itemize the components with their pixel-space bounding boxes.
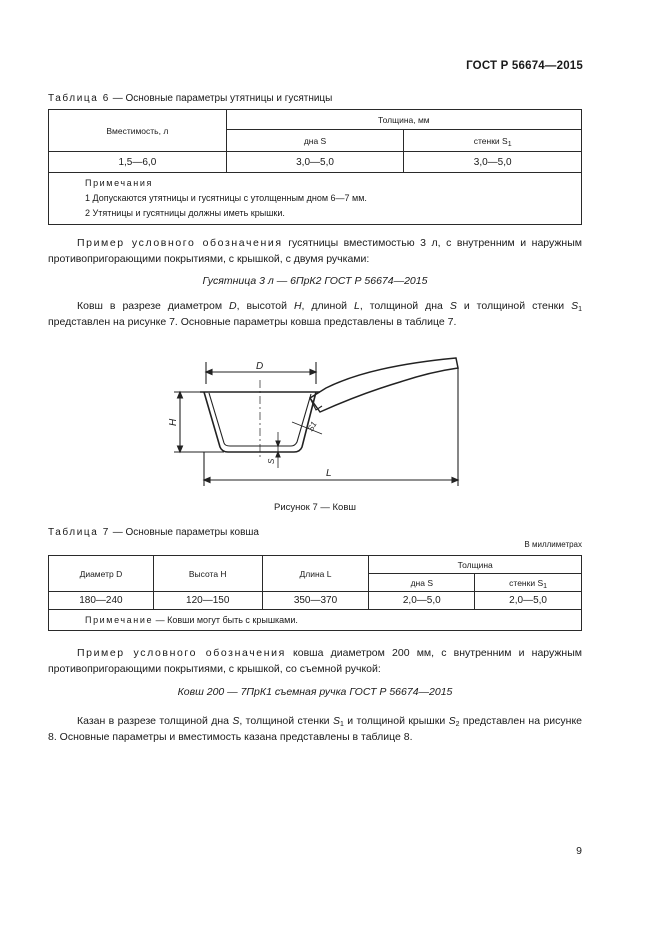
paragraph-example-1: [48, 235, 582, 267]
table6-caption: [48, 93, 332, 104]
label-l: L: [326, 468, 332, 479]
table7-caption: [48, 527, 259, 538]
document-id: ГОСТ Р 56674—2015: [466, 60, 583, 72]
designation-1: Гусятница 3 л — 6ПрК2 ГОСТ Р 56674—2015: [202, 275, 428, 287]
p4-text-2: , толщиной стенки: [239, 715, 333, 727]
table6-wall-value: 3,0—5,0: [404, 152, 582, 173]
p2-symbol-s: S: [449, 300, 457, 312]
table7-caption-text: — Основные параметры ковша: [109, 527, 259, 538]
paragraph-example-2: [48, 645, 582, 677]
table7-note-label: Примечание: [85, 614, 154, 625]
table6-sub-wall-text: стенки S: [473, 135, 508, 146]
p4-text-4: представлен на рисунке 8. Основные параметры и вместимость казана представлены в таблице 8.: [48, 715, 582, 743]
table6-col-thickness: Толщина, мм: [226, 110, 581, 130]
table7-sub-bottom: [369, 574, 475, 592]
table7-caption-label: Таблица 7: [48, 527, 110, 538]
p4-symbol-s2-index: 2: [455, 721, 460, 728]
table6-sub-bottom-text: дна S: [303, 135, 327, 146]
p2-text-4: , толщиной дна: [359, 300, 450, 312]
table7-height-value: 120—150: [153, 592, 262, 610]
table7-col-height: Высота H: [153, 556, 262, 592]
table6-note-2: 2 Утятницы и гусятницы должны иметь крышки.: [85, 208, 285, 218]
table7-sub-bottom-text: дна S: [410, 577, 433, 588]
table7-diameter-value: 180—240: [49, 592, 154, 610]
p2-text-5: и толщиной стенки: [456, 300, 572, 312]
label-s1: S1: [305, 420, 319, 433]
p2-text-1: Ковш в разрезе диаметром: [77, 300, 229, 312]
p4-symbol-s1: S: [332, 715, 340, 727]
ladle-handle: [310, 358, 458, 412]
table6-capacity-value: 1,5—6,0: [49, 152, 227, 173]
table7-col-length: Длина L: [262, 556, 369, 592]
p4-text-1: Казан в разрезе толщиной дна: [77, 715, 233, 727]
example-lead-2: Пример условного обозначения: [77, 647, 286, 659]
ladle-drawing: [160, 348, 480, 488]
table6-notes: [49, 173, 582, 225]
table7-note: [49, 610, 582, 631]
table7-length-value: 350—370: [262, 592, 369, 610]
table6-col-capacity: Вместимость, л: [49, 110, 227, 152]
label-s: S: [267, 458, 276, 464]
table7-col-diameter: Диаметр D: [49, 556, 154, 592]
example-text-2: ковша диаметром 200 мм, с внутренним и наружным противопригорающими покрытиями, с крышкой, со съемной ручкой:: [48, 647, 582, 675]
p2-text-2: , высотой: [236, 300, 294, 312]
p2-symbol-h: H: [293, 300, 302, 312]
label-d: D: [256, 361, 264, 372]
p2-symbol-s1: S: [571, 300, 579, 312]
figure7-caption: Рисунок 7 — Ковш: [273, 502, 357, 513]
table6-sub-wall: [404, 130, 582, 152]
p4-symbol-s2: S: [448, 715, 456, 727]
table6-bottom-value: 3,0—5,0: [226, 152, 404, 173]
p2-symbol-l: L: [354, 300, 360, 312]
table7-sub-wall: [475, 574, 582, 592]
table7: [48, 555, 582, 631]
p4-symbol-s: S: [232, 715, 240, 727]
paragraph-ladle-description: [48, 298, 582, 330]
table-row: [49, 152, 582, 173]
p2-text-6: представлен на рисунке 7. Основные параметры ковша представлены в таблице 7.: [48, 316, 457, 328]
label-h: H: [168, 418, 179, 426]
table7-note-text: — Ковши могут быть с крышками.: [153, 614, 298, 625]
table7-wall-value: 2,0—5,0: [475, 592, 582, 610]
table7-sub-wall-index: 1: [543, 582, 548, 590]
table6-note-1: 1 Допускаются утятницы и гусятницы с утолщенным дном 6—7 мм.: [85, 193, 367, 203]
p4-symbol-s1-index: 1: [339, 721, 344, 728]
table6-sub-bottom: [226, 130, 404, 152]
table6-caption-text: — Основные параметры утятницы и гусятницы: [109, 93, 333, 104]
p4-text-3: и толщиной крышки: [343, 715, 449, 727]
table6-caption-label: Таблица 6: [48, 93, 110, 104]
page-number: 9: [576, 845, 582, 857]
p2-symbol-d: D: [229, 300, 237, 312]
table7-col-thickness: Толщина: [369, 556, 582, 574]
example-lead-1: Пример условного обозначения: [77, 237, 283, 249]
table7-bottom-value: 2,0—5,0: [369, 592, 475, 610]
table7-units: В миллиметрах: [524, 540, 582, 549]
table6-notes-title: Примечания: [85, 178, 153, 188]
table6: [48, 109, 582, 225]
p2-symbol-s1-index: 1: [578, 306, 582, 313]
table6-sub-wall-index: 1: [507, 140, 512, 148]
example-text-1: гусятницы вместимостью 3 л, с внутренним и наружным противопригорающими покрытиями, с крышкой, с двумя ручками:: [48, 237, 582, 265]
p2-text-3: , длиной: [301, 300, 354, 312]
paragraph-cauldron-description: [48, 713, 582, 745]
table-row: [49, 592, 582, 610]
table7-sub-wall-text: стенки S: [509, 577, 544, 588]
designation-2: Ковш 200 — 7ПрК1 съемная ручка ГОСТ Р 56674—2015: [177, 686, 453, 698]
